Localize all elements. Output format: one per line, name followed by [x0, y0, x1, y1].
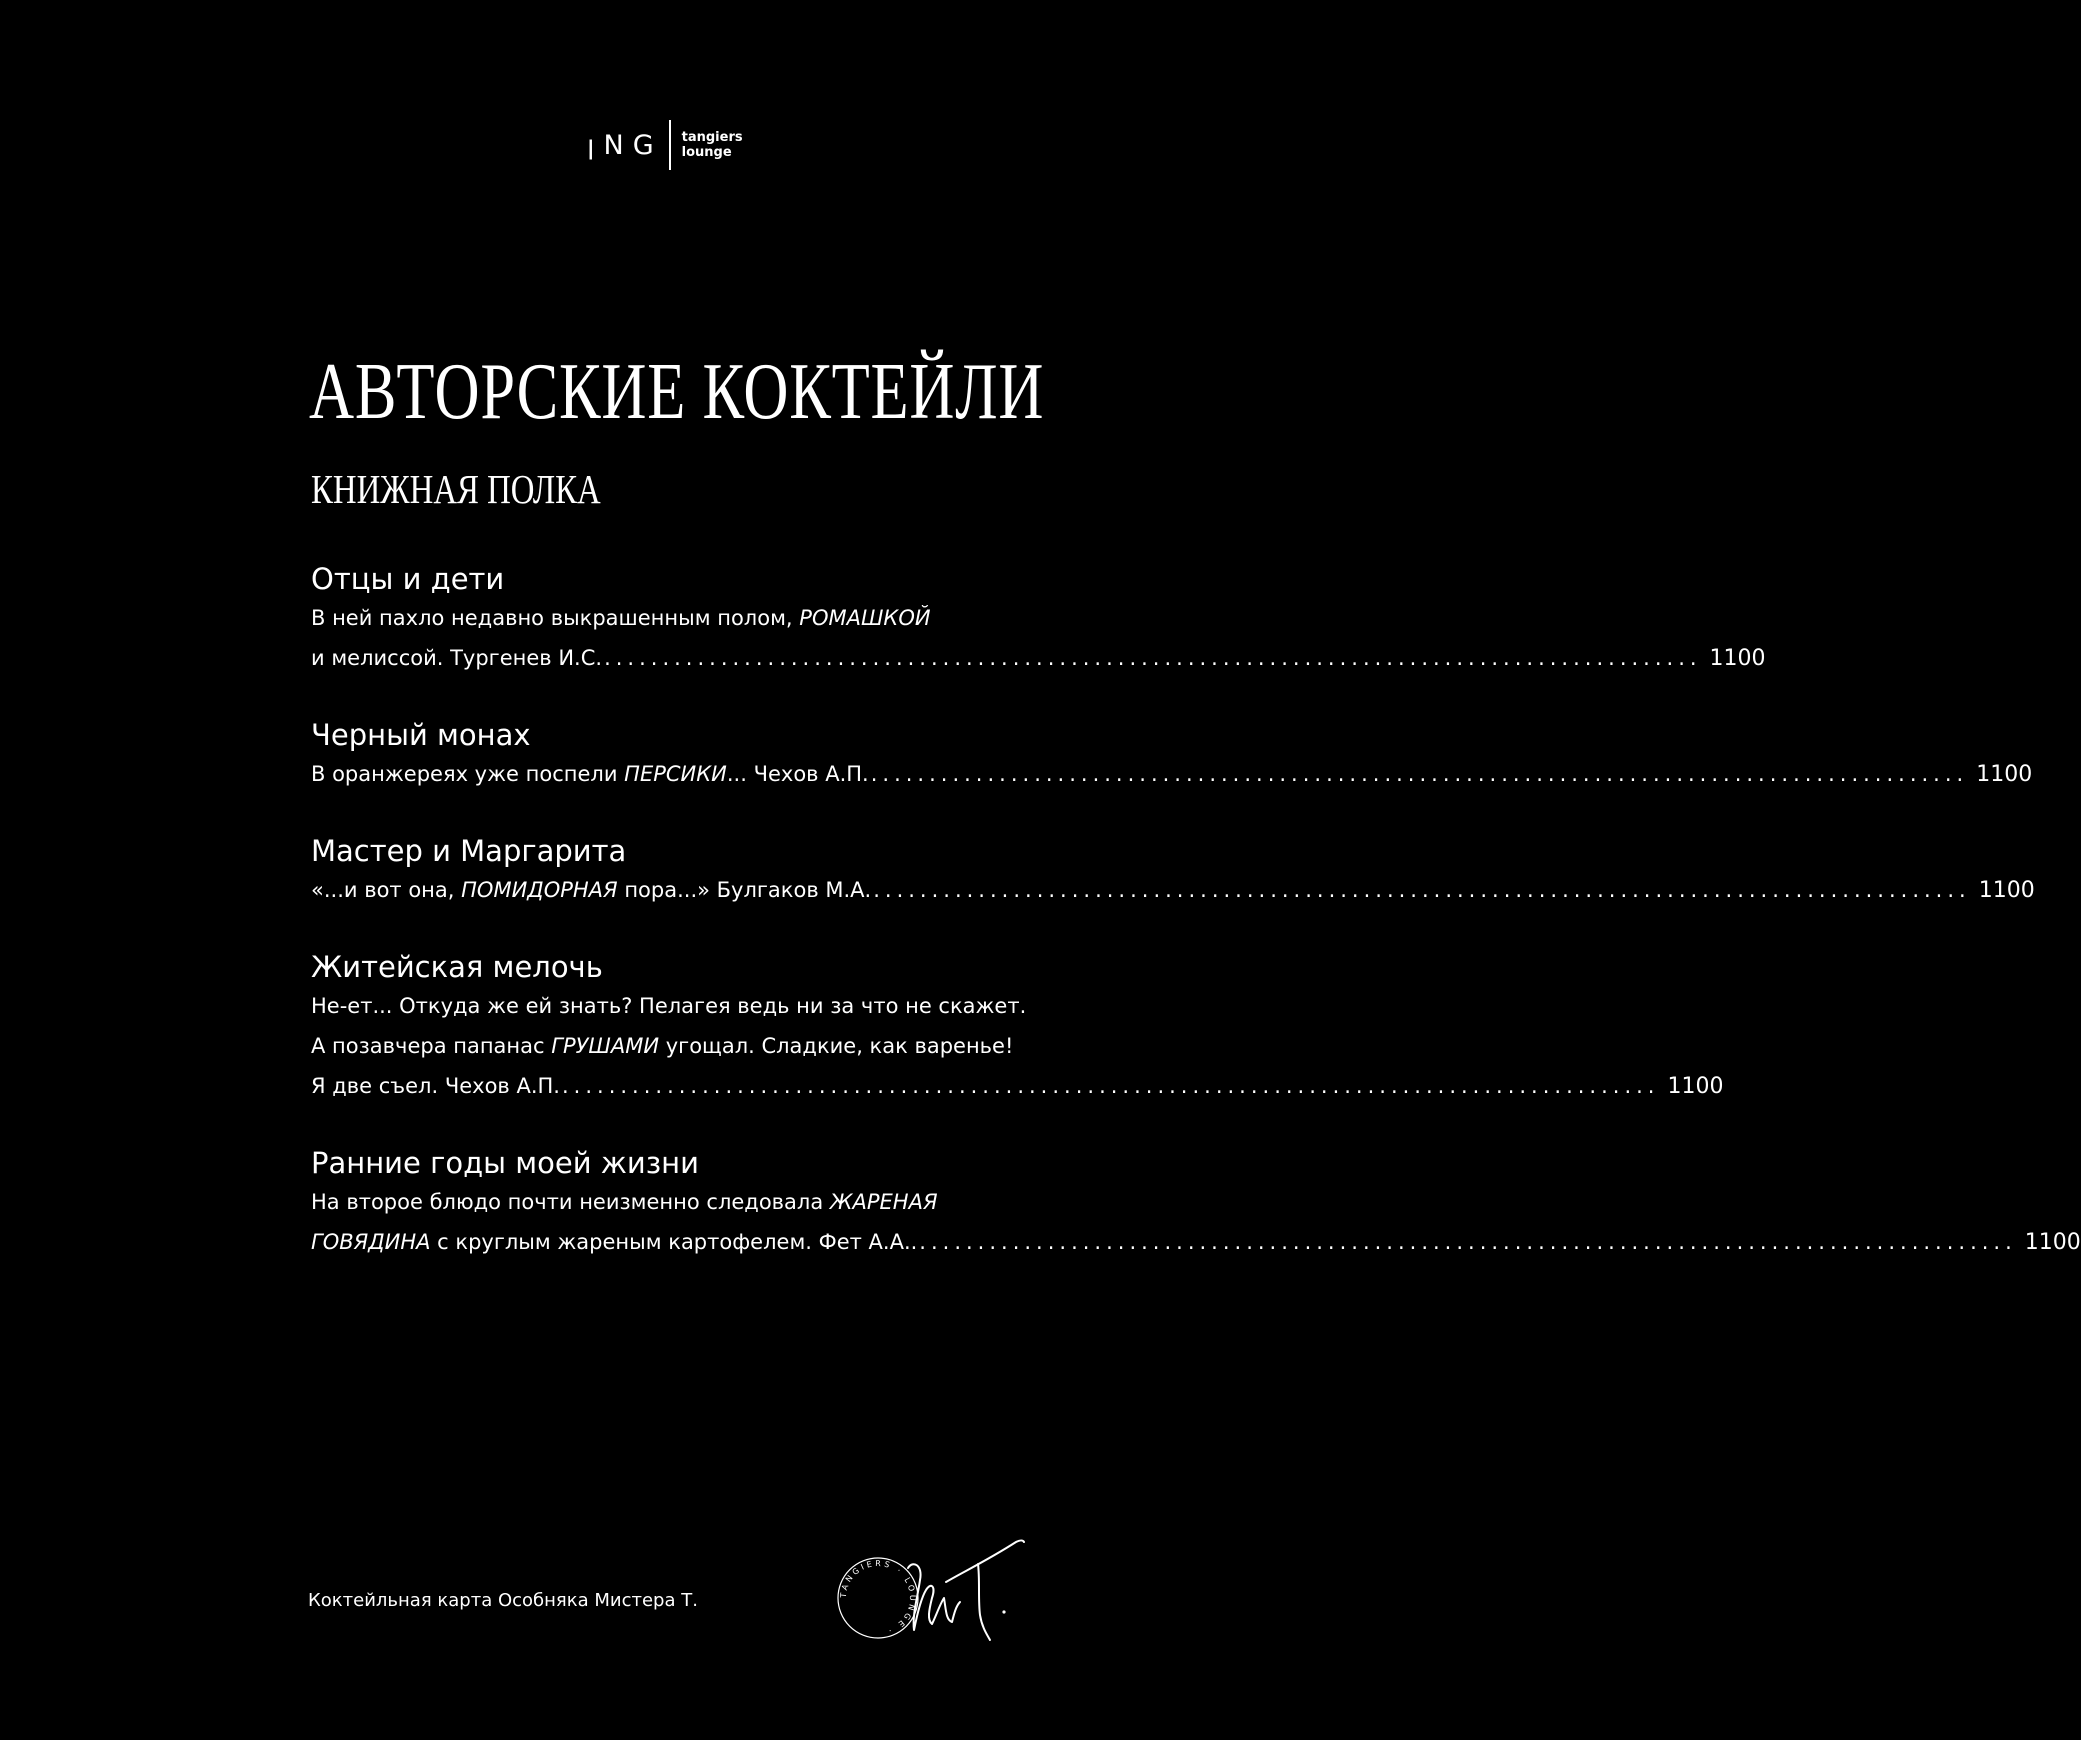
tng-logo — [587, 120, 743, 170]
description-text: с круглым жареным картофелем. Фет А.А.. — [430, 1230, 918, 1254]
signature-stroke — [978, 1564, 990, 1640]
stamp-circle-icon — [838, 1558, 918, 1638]
ingredient-highlight: ЖАРЕНАЯ — [829, 1190, 938, 1214]
menu-item-price-line — [311, 638, 1766, 678]
menu-item-price: 1100 — [1667, 1074, 1724, 1099]
logo-mark: ꞁNG — [587, 129, 663, 161]
menu-item-price: 1100 — [1976, 762, 2033, 787]
description-text: В ней пахло недавно выкрашенным полом, — [311, 606, 800, 630]
section-subtitle: КНИЖНАЯ ПОЛКА — [311, 466, 601, 512]
menu-item-description — [311, 1026, 1047, 1066]
menu-item-price-line — [311, 870, 2035, 910]
menu-item-price: 1100 — [1709, 646, 1766, 671]
description-text: и мелиссой. Тургенев И.С. — [311, 646, 603, 670]
logo-divider — [669, 120, 671, 170]
menu-item — [311, 716, 2033, 794]
description-text: Я две съел. Чехов А.П. — [311, 1074, 560, 1098]
ingredient-highlight: ГРУШАМИ — [551, 1034, 660, 1058]
signature-stamp — [828, 1520, 1058, 1650]
dot-leader: .............................................................................................. — [604, 646, 1702, 670]
dot-leader: .............................................................................................. — [562, 1074, 1660, 1098]
description-text: ... Чехов А.П. — [726, 762, 869, 786]
menu-item-name: Ранние годы моей жизни — [311, 1146, 699, 1180]
menu-item-price-line — [311, 754, 2033, 794]
stamp-text — [839, 1559, 917, 1636]
signature-dot — [1002, 1610, 1005, 1613]
description-text: А позавчера папанас — [311, 1034, 552, 1058]
ingredient-highlight: ГОВЯДИНА — [311, 1230, 431, 1254]
ingredient-highlight: ПОМИДОРНАЯ — [461, 878, 618, 902]
description-text: угощал. Сладкие, как варенье! — [659, 1034, 1014, 1058]
menu-item-description — [311, 1182, 1047, 1222]
menu-item-price: 1100 — [2024, 1230, 2081, 1255]
menu-item-description — [311, 986, 1047, 1026]
description-text: «...и вот она, — [311, 878, 462, 902]
stamp-text-path: TANGIERS · LOUNGE · — [838, 1558, 918, 1636]
ingredient-highlight: РОМАШКОЙ — [799, 606, 931, 630]
description-text: В оранжереях уже поспели — [311, 762, 625, 786]
menu-item-price-line — [311, 1066, 1724, 1106]
dot-leader: .............................................................................................. — [870, 762, 1969, 786]
menu-item-description — [311, 598, 1047, 638]
ingredient-highlight: ПЕРСИКИ — [624, 762, 727, 786]
footer-caption: Коктейльная карта Особняка Мистера Т. — [308, 1590, 698, 1611]
description-text: пора...» Булгаков М.А. — [617, 878, 872, 902]
menu-item — [311, 1144, 2081, 1262]
logo-sub-line2: lounge — [681, 145, 732, 160]
description-text: На второе блюдо почти неизменно следовала — [311, 1190, 830, 1214]
signature-stroke — [946, 1541, 1024, 1583]
menu-item — [311, 560, 1766, 678]
dot-leader: .............................................................................................. — [873, 878, 1971, 902]
logo-sub-line1: tangiers — [681, 130, 743, 145]
dot-leader: .............................................................................................. — [919, 1230, 2017, 1254]
menu-item-name: Мастер и Маргарита — [311, 834, 627, 868]
page-title: АВТОРСКИЕ КОКТЕЙЛИ — [309, 348, 1045, 436]
menu-item-name: Отцы и дети — [311, 562, 505, 596]
menu-item — [311, 948, 1724, 1106]
menu-item — [311, 832, 2035, 910]
logo-subtext — [682, 130, 743, 160]
menu-item-price-line — [311, 1222, 2081, 1262]
description-text: Не-ет... Откуда же ей знать? Пелагея ведь ни за что не скажет. — [311, 994, 1027, 1018]
menu-item-name: Черный монах — [311, 718, 531, 752]
menu-item-name: Житейская мелочь — [311, 950, 603, 984]
menu-item-price: 1100 — [1978, 878, 2035, 903]
